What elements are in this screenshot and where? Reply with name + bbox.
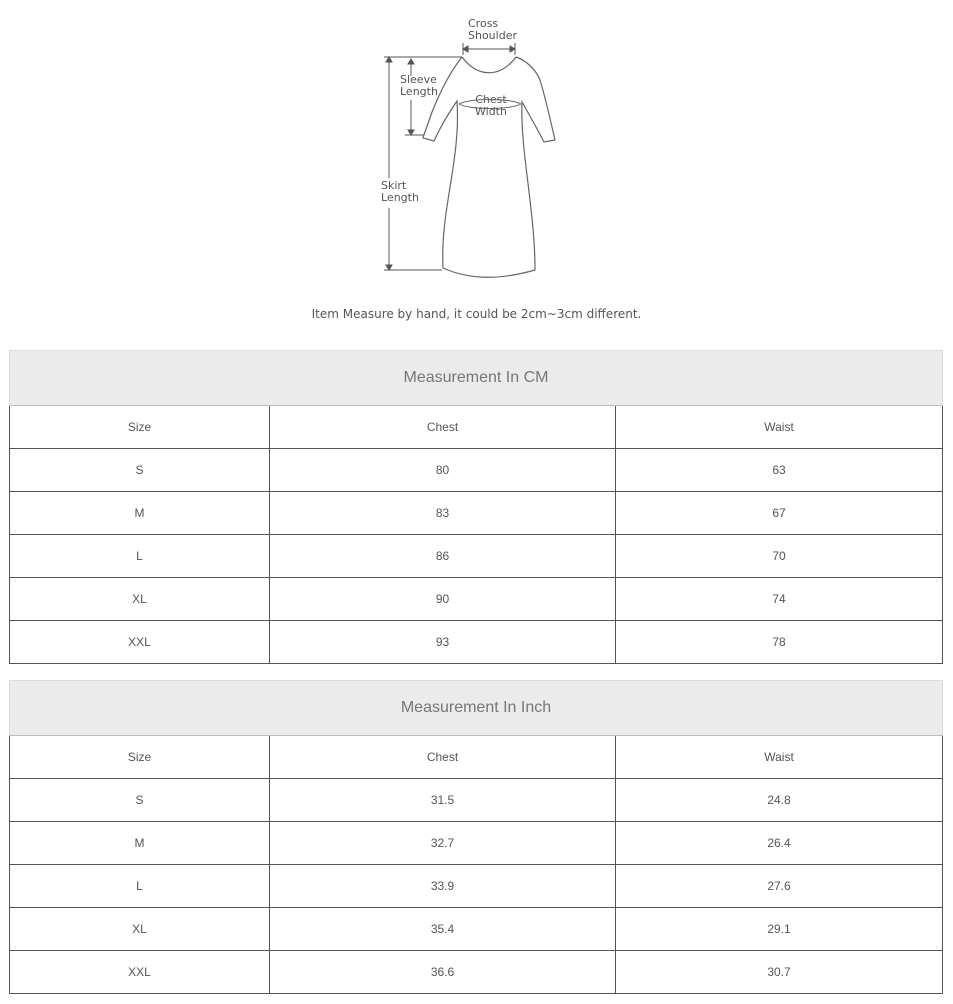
cell-size: M <box>10 822 270 865</box>
header-size: Size <box>10 406 270 449</box>
cross-shoulder-label-line1: Cross <box>468 17 499 30</box>
table-row <box>10 578 943 621</box>
header-waist: Waist <box>616 736 943 779</box>
cell-chest: 90 <box>270 578 616 621</box>
cell-size: L <box>10 865 270 908</box>
header-size: Size <box>10 736 270 779</box>
sleeve-length-label-line1: Sleeve <box>400 73 437 86</box>
chest-width-label <box>475 94 507 118</box>
cell-chest: 86 <box>270 535 616 578</box>
skirt-length-label-line2: Length <box>381 191 419 204</box>
cell-chest: 31.5 <box>270 779 616 822</box>
cell-waist: 67 <box>616 492 943 535</box>
table-caption-cm: Measurement In CM <box>10 351 943 406</box>
cell-waist: 27.6 <box>616 865 943 908</box>
cell-chest: 32.7 <box>270 822 616 865</box>
cell-size: S <box>10 449 270 492</box>
cell-waist: 26.4 <box>616 822 943 865</box>
table-row <box>10 822 943 865</box>
cell-chest: 35.4 <box>270 908 616 951</box>
cell-size: XL <box>10 908 270 951</box>
cell-size: XXL <box>10 621 270 664</box>
table-row <box>10 492 943 535</box>
cell-waist: 78 <box>616 621 943 664</box>
measurement-diagram <box>0 0 953 300</box>
size-table-inch <box>9 680 943 994</box>
skirt-length-label-line1: Skirt <box>381 179 407 192</box>
cell-chest: 36.6 <box>270 951 616 994</box>
cell-waist: 30.7 <box>616 951 943 994</box>
cell-waist: 70 <box>616 535 943 578</box>
table-row <box>10 449 943 492</box>
cell-chest: 80 <box>270 449 616 492</box>
skirt-length-label <box>381 180 419 204</box>
measurement-note: Item Measure by hand, it could be 2cm~3cm different. <box>311 307 642 321</box>
cell-size: XXL <box>10 951 270 994</box>
cell-waist: 74 <box>616 578 943 621</box>
table-header-row <box>10 736 943 779</box>
header-chest: Chest <box>270 736 616 779</box>
cell-size: L <box>10 535 270 578</box>
header-chest: Chest <box>270 406 616 449</box>
sleeve-length-label-line2: Length <box>400 85 438 98</box>
size-table-cm <box>9 350 943 664</box>
cell-chest: 33.9 <box>270 865 616 908</box>
sleeve-length-label <box>400 74 438 98</box>
table-header-row <box>10 406 943 449</box>
cross-shoulder-label <box>468 18 517 42</box>
cross-shoulder-label-line2: Shoulder <box>468 29 517 42</box>
table-row <box>10 779 943 822</box>
header-waist: Waist <box>616 406 943 449</box>
cell-size: M <box>10 492 270 535</box>
cell-size: S <box>10 779 270 822</box>
table-row <box>10 951 943 994</box>
cell-waist: 29.1 <box>616 908 943 951</box>
dress-outline-illustration <box>0 0 953 300</box>
cell-waist: 63 <box>616 449 943 492</box>
cell-chest: 93 <box>270 621 616 664</box>
table-row <box>10 865 943 908</box>
chest-width-label-line1: Chest <box>475 93 507 106</box>
cell-size: XL <box>10 578 270 621</box>
table-row <box>10 621 943 664</box>
table-row <box>10 535 943 578</box>
cell-chest: 83 <box>270 492 616 535</box>
cell-waist: 24.8 <box>616 779 943 822</box>
table-row <box>10 908 943 951</box>
chest-width-label-line2: Width <box>475 105 507 118</box>
table-caption-inch: Measurement In Inch <box>10 681 943 736</box>
